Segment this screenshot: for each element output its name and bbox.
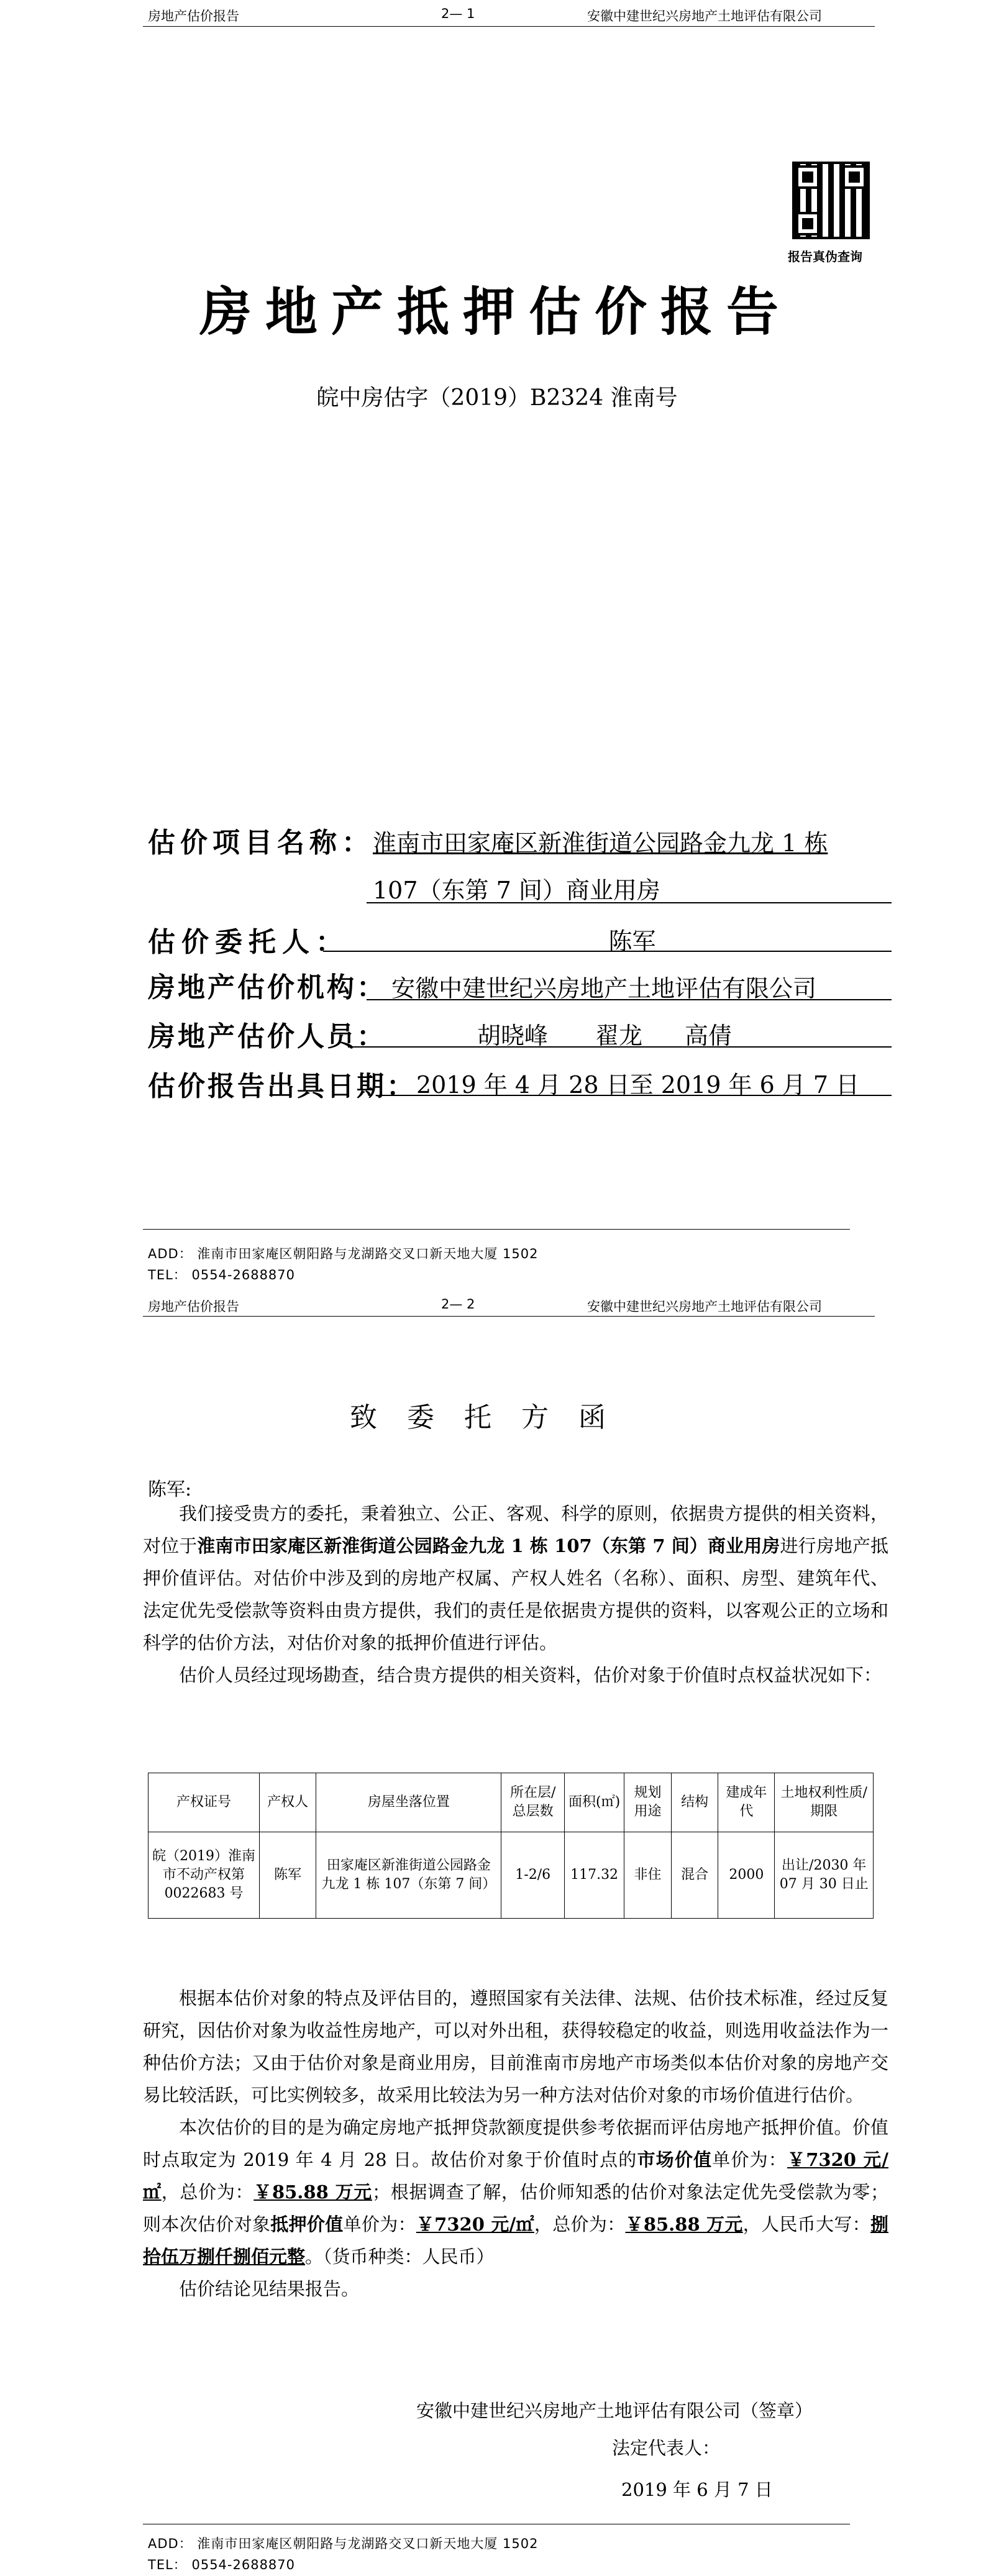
page1-footer-tel: TEL： 0554-2688870 — [148, 1267, 296, 1282]
page1-footer-rule — [143, 1229, 850, 1230]
page2-header-right: 安徽中建世纪兴房地产土地评估有限公司 — [587, 1299, 822, 1314]
client-label: 估价委托人： — [148, 926, 349, 958]
signature-company: 安徽中建世纪兴房地产土地评估有限公司（签章） — [416, 2400, 813, 2421]
appraisers-underline — [348, 1046, 892, 1048]
page2-footer-address: ADD： 淮南市田家庵区朝阳路与龙湖路交叉口新天地大厦 1502 — [148, 2536, 539, 2551]
report-date-underline — [379, 1095, 892, 1096]
letter-para-3: 根据本估价对象的特点及评估目的，遵照国家有关法律、法规、估价技术标准，经过反复研究，因估价对象为收益性房地产，可以对外出租，获得较稳定的收益，则选用收益法作为一种估价方法；又由于估价对象是商业用房，目前淮南市房地产市场类似本估价对象的房地产交易比较活跃，可比实例较多，故采用比较法为另一种方法对估价对象的市场价值进行估价。 本次估价的目的是为确定房地产抵押贷款额度提供参考依据而评估房地产抵押价值。价值时点取定为 2019 年 4 月 28 日。故估价对象于价值时点的市场价值单价为：￥7320 元/㎡，总价为：￥85.88 万元；根据调查了解，估价师知悉的估价对象法定优先受偿款为零；则本次估价对象抵押价值单价为：￥7320 元/㎡，总价为：￥85.88 万元，人民币大写：捌拾伍万捌仟捌佰元整。（货币种类：人民币） 估价结论见结果报告。 — [143, 1982, 888, 2305]
project-name-line1: 淮南市田家庵区新淮街道公园路金九龙 1 栋 — [373, 829, 828, 857]
table-header-row: 产权证号 产权人 房屋坐落位置 所在层/总层数 面积(㎡) 规划用途 结构 建成年代 土地权利性质/期限 — [148, 1773, 874, 1832]
client-underline — [323, 951, 892, 952]
org-value: 安徽中建世纪兴房地产土地评估有限公司 — [391, 975, 817, 1002]
org-label: 房地产估价机构： — [148, 972, 386, 1003]
page1-header-right: 安徽中建世纪兴房地产土地评估有限公司 — [587, 9, 822, 24]
letter-title: 致委托方函 — [350, 1402, 636, 1433]
qr-caption: 报告真伪查询 — [788, 249, 862, 264]
org-underline — [367, 999, 892, 1000]
appraisers-label: 房地产估价人员： — [148, 1021, 386, 1053]
project-name-line2: 107（东第 7 间）商业用房 — [373, 877, 660, 904]
page1-footer-address: ADD： 淮南市田家庵区朝阳路与龙湖路交叉口新天地大厦 1502 — [148, 1246, 539, 1261]
page1-header-left: 房地产估价报告 — [148, 9, 239, 24]
report-number: 皖中房估字（2019）B2324 淮南号 — [316, 385, 678, 411]
page2-header-rule — [143, 1316, 875, 1317]
property-table — [148, 1773, 874, 1919]
signature-representative: 法定代表人： — [612, 2437, 721, 2459]
letter-para-2: 估价人员经过现场勘查，结合贵方提供的相关资料，估价对象于价值时点权益状况如下： — [179, 1665, 882, 1686]
client-value: 陈军 — [608, 928, 656, 955]
page2-header-page-number: 2— 2 — [441, 1297, 475, 1312]
letter-para-1: 我们接受贵方的委托，秉着独立、公正、客观、科学的原则，依据贵方提供的相关资料，对位于淮南市田家庵区新淮街道公园路金九龙 1 栋 107（东第 7 间）商业用房进行房地产抵押价值评估。对估价中涉及到的房地产权属、产权人姓名（名称）、面积、房型、建筑年代、法定优先受偿款等资料由贵方提供，我们的责任是依据贵方提供的资料，以客观公正的立场和科学的估价方法，对估价对象的抵押价值进行评估。 估价人员经过现场勘查，结合贵方提供的相关资料，估价对象于价值时点权益状况如下： — [143, 1497, 888, 1691]
table-row: 皖（2019）淮南市不动产权第 0022683 号 陈军 田家庵区新淮街道公园路金九龙 1 栋 107（东第 7 间） 1-2/6 117.32 非住 混合 2000 出让/2030 年 07 月 30 日止 — [148, 1832, 874, 1919]
letter-para-5: 估价结论见结果报告。 — [179, 2278, 360, 2300]
appraiser-1: 胡晓峰 — [477, 1022, 549, 1049]
qr-code[interactable] — [792, 162, 870, 239]
appraiser-3: 高倩 — [685, 1022, 733, 1049]
page2-header-left: 房地产估价报告 — [148, 1299, 239, 1314]
page1-header-page-number: 2— 1 — [441, 6, 475, 21]
project-name-underline — [367, 902, 892, 903]
signature-date: 2019 年 6 月 7 日 — [621, 2479, 773, 2500]
report-date-label: 估价报告出具日期： — [148, 1071, 416, 1102]
letter-para-4: 本次估价的目的是为确定房地产抵押贷款额度提供参考依据而评估房地产抵押价值。价值时点取定为 2019 年 4 月 28 日。故估价对象于价值时点的市场价值单价为：￥7320 元/㎡，总价为：￥85.88 万元；根据调查了解，估价师知悉的估价对象法定优先受偿款为零；则本次估价对象抵押价值单价为：￥7320 元/㎡，总价为：￥85.88 万元，人民币大写：捌拾伍万捌仟捌佰元整。（货币种类：人民币） — [143, 2117, 888, 2267]
project-name-label: 估价项目名称： — [148, 827, 374, 859]
appraiser-2: 翟龙 — [595, 1022, 643, 1049]
report-date-value: 2019 年 4 月 28 日至 2019 年 6 月 7 日 — [416, 1071, 860, 1098]
letter-salutation: 陈军: — [148, 1479, 192, 1500]
report-title: 房地产抵押估价报告 — [199, 281, 792, 342]
page2-footer-tel: TEL： 0554-2688870 — [148, 2557, 296, 2572]
page1-header-rule — [143, 26, 875, 27]
